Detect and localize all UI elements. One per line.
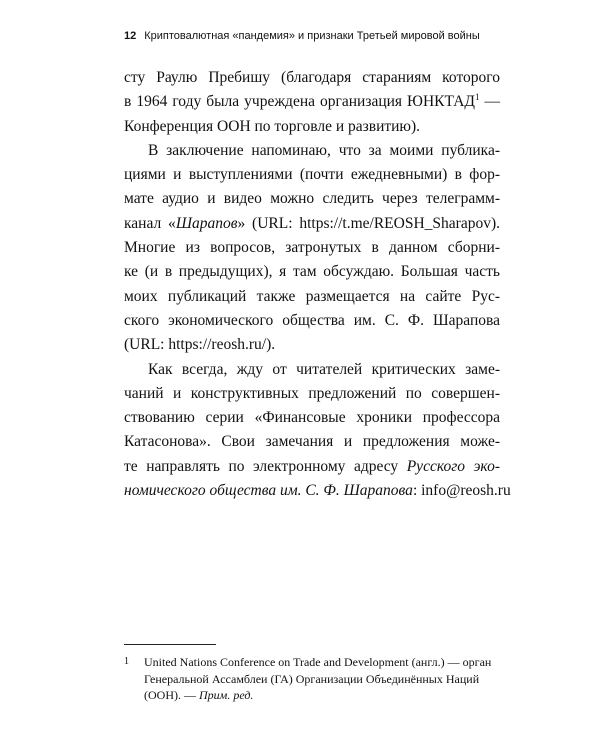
footnote-divider <box>124 644 216 645</box>
text-span: United Nations Conference on Trade and Development (англ.) — орган <box>144 655 492 669</box>
footnote-mark: 1 <box>124 656 129 667</box>
text-line <box>124 406 500 430</box>
text-span: ствованию серии «Финансовые хроники профессора <box>124 409 500 427</box>
channel-url[interactable]: » (URL: https://t.me/REOSH_Sharapov). <box>237 214 500 232</box>
text-span: мате аудио и видео можно следить через телеграмм- <box>124 190 500 208</box>
email-address[interactable]: : info@reosh.ru <box>412 482 511 500</box>
text-line <box>124 333 500 357</box>
text-line <box>124 309 500 333</box>
website-url[interactable]: (URL: https://reosh.ru/). <box>124 336 276 354</box>
text-span: канал « <box>124 214 176 232</box>
text-span: чаний и конструктивных предложений по совершен- <box>124 384 500 402</box>
main-text <box>124 66 511 503</box>
text-line <box>124 285 500 309</box>
paragraph-3 <box>124 358 511 504</box>
text-line <box>124 455 500 479</box>
text-span: Конференция ООН по торговле и развитию). <box>124 117 421 135</box>
text-span: Катасонова». Свои замечания и предложения може- <box>124 433 500 451</box>
paragraph-1 <box>124 66 500 139</box>
channel-name: Шарапов <box>175 214 238 232</box>
footnote-reference[interactable]: 1 <box>474 92 480 103</box>
text-span: моих публикаций также размещается на сайте Рус- <box>124 287 500 305</box>
text-line <box>124 212 500 236</box>
footnote-line <box>144 654 500 671</box>
text-span: те направлять по электронному адресу <box>124 457 407 475</box>
running-header <box>124 30 580 42</box>
text-span: в 1964 году была учреждена организация ЮНКТАД <box>124 93 475 111</box>
text-span: В заключение напоминаю, что за моими публика- <box>148 141 500 159</box>
text-line <box>124 139 500 163</box>
text-span: сту Раулю Пребишу (благодаря стараниям которого <box>124 69 500 86</box>
footnote <box>124 654 500 704</box>
text-line <box>124 163 500 187</box>
organization-name: Русского эко- <box>406 457 500 475</box>
text-line <box>124 430 500 454</box>
text-line <box>124 358 500 382</box>
text-line <box>124 90 500 114</box>
footnote-line <box>144 687 500 704</box>
text-span: Многие из вопросов, затронутых в данном сборни- <box>124 239 500 257</box>
text-line <box>124 382 500 406</box>
organization-name: номического общества им. С. Ф. Шарапова <box>124 482 413 500</box>
text-line <box>124 479 511 503</box>
text-span: — <box>479 93 500 111</box>
running-title: Криптовалютная «пандемия» и признаки Третьей мировой войны <box>144 30 480 42</box>
footnote-line <box>144 671 500 688</box>
page-number: 12 <box>124 30 137 42</box>
editor-note: Прим. ред. <box>199 688 254 702</box>
text-line <box>124 115 500 139</box>
text-span: ского экономического общества им. С. Ф. Шарапова <box>124 311 500 329</box>
text-span: (ООН). — <box>144 688 199 702</box>
text-span: циями и выступлениями (почти ежедневными) в фор- <box>124 166 500 184</box>
text-span: Генеральной Ассамблеи (ГА) Организации Объединённых Наций <box>144 671 480 686</box>
text-span: Как всегда, жду от читателей критических заме- <box>148 360 500 378</box>
paragraph-2 <box>124 139 500 358</box>
text-line <box>124 187 500 211</box>
text-line <box>124 260 500 284</box>
text-span: ке (и в предыдущих), я там обсуждаю. Большая часть <box>124 263 500 281</box>
text-line <box>124 66 500 90</box>
text-line <box>124 236 500 260</box>
footnote-text <box>124 654 500 704</box>
